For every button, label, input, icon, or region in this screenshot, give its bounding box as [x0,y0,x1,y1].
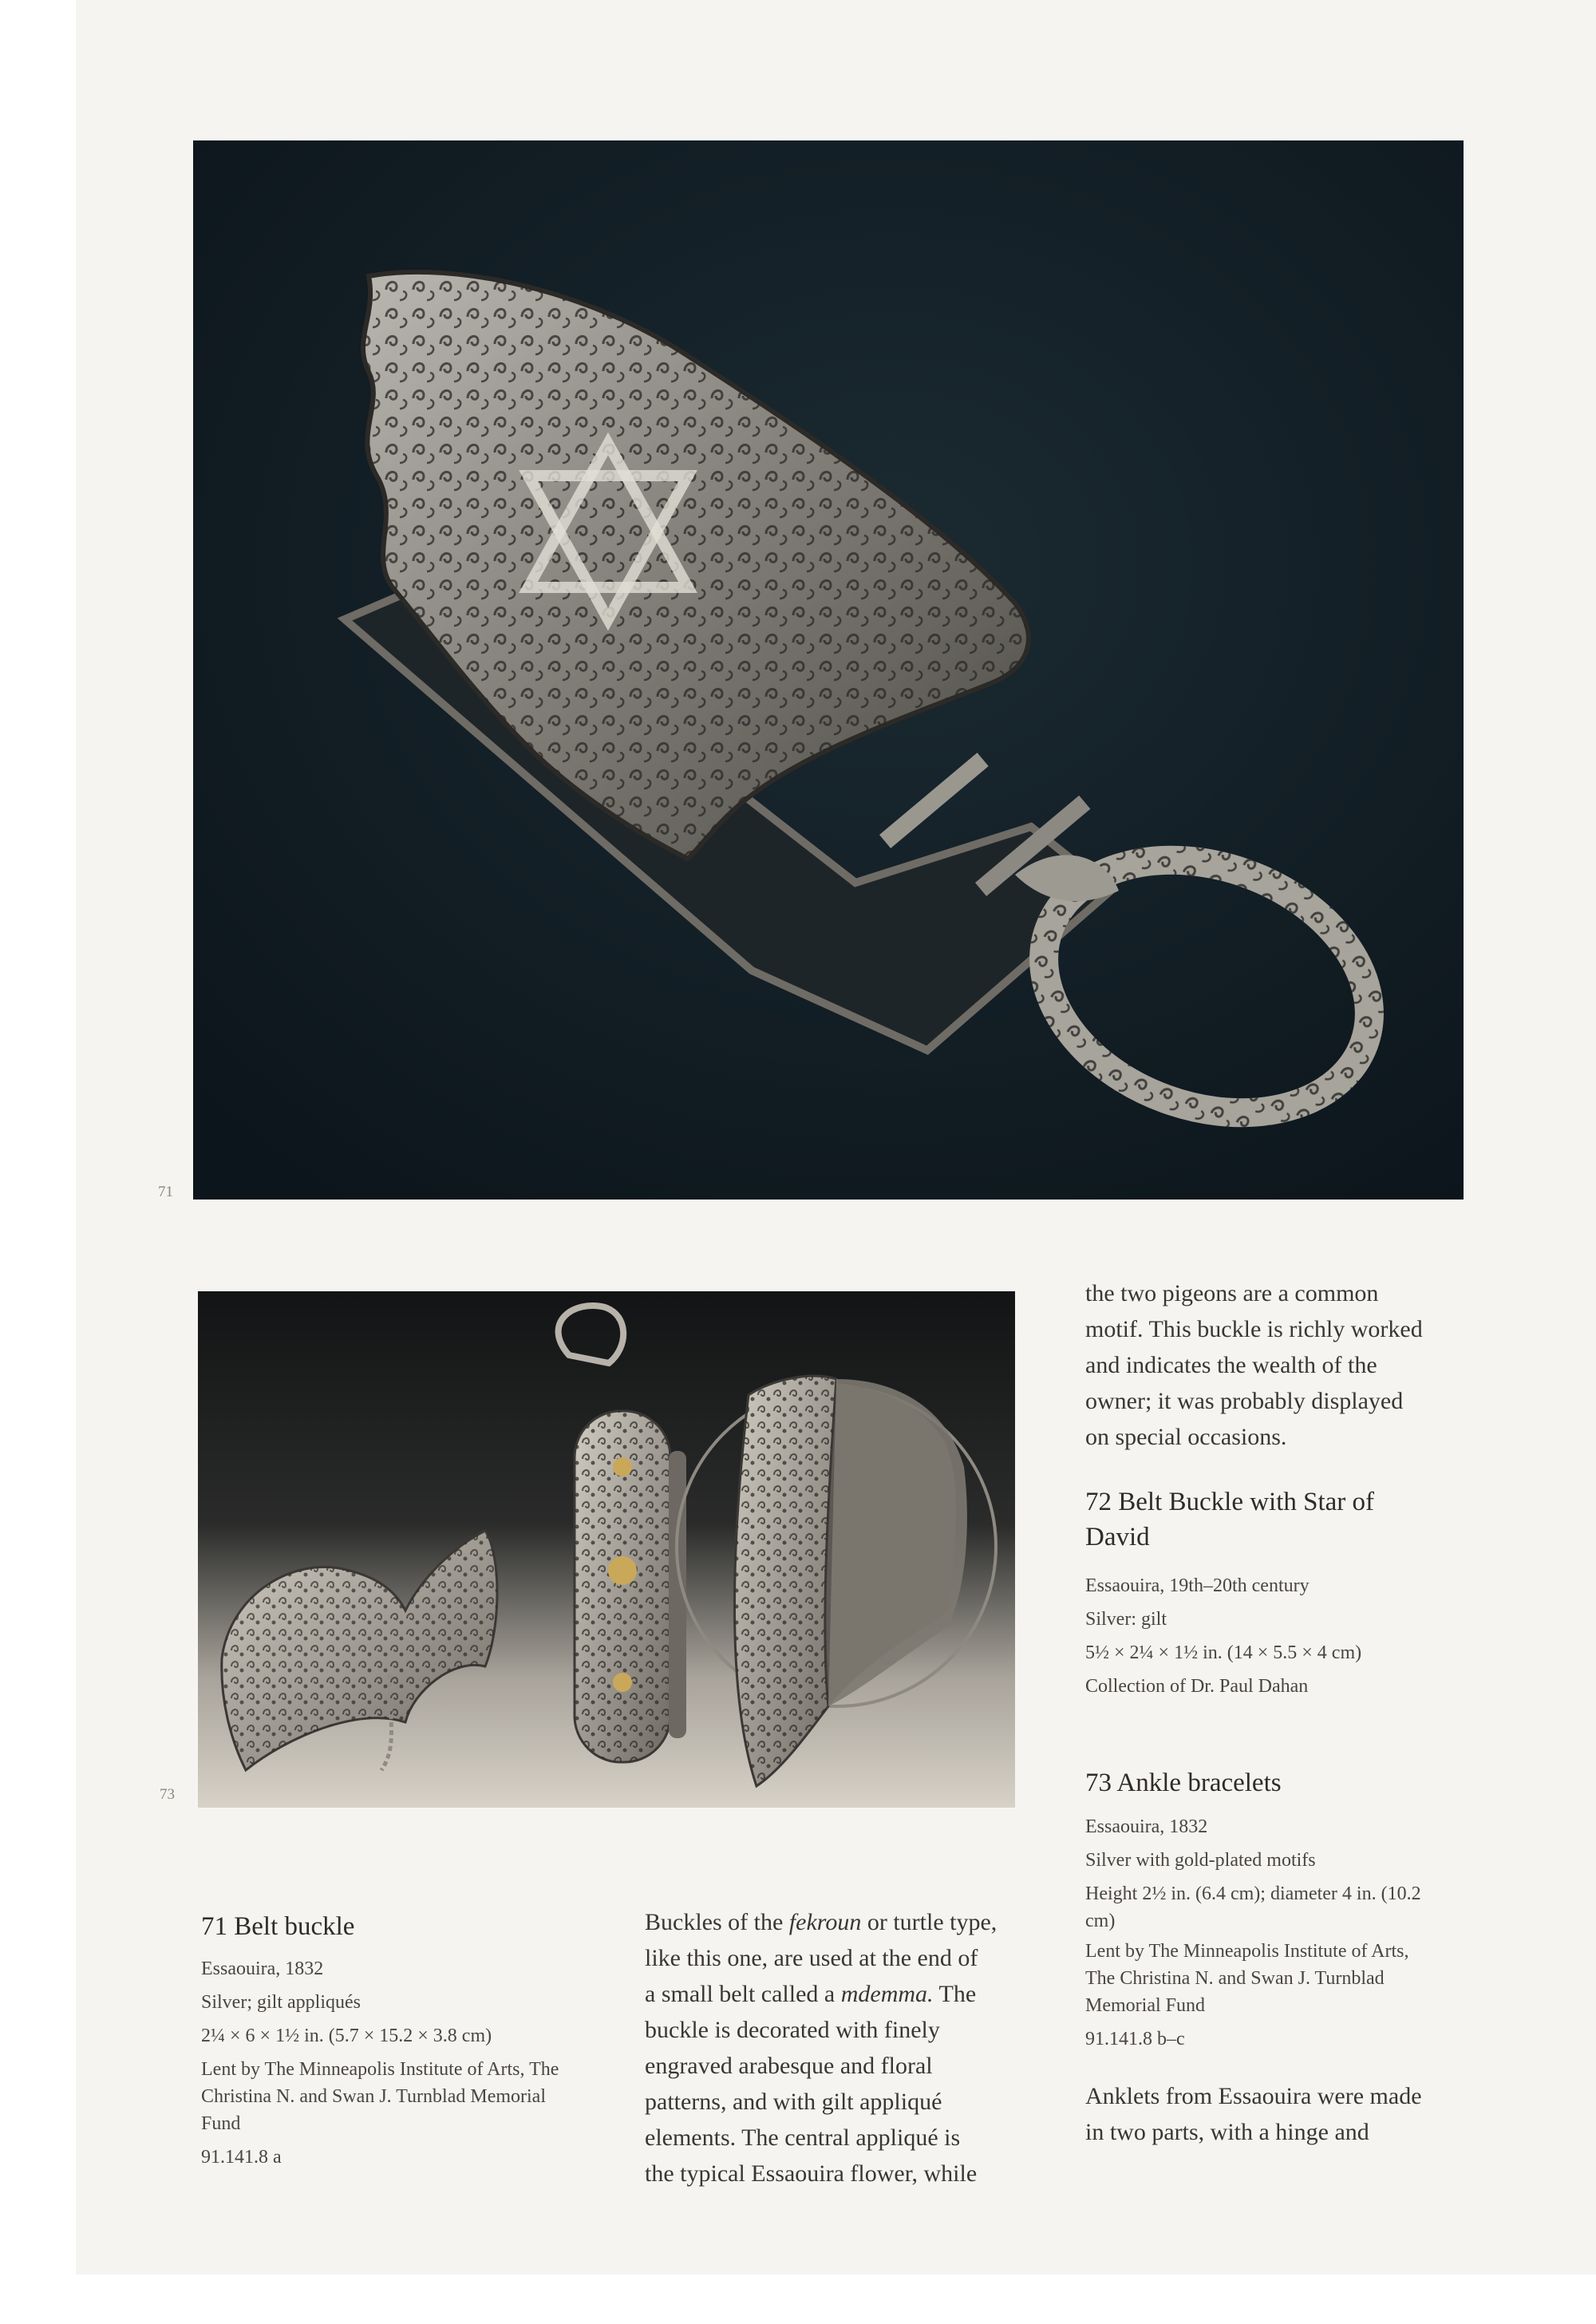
entry-72-heading: 72 Belt Buckle with Star of David [1085,1488,1375,1551]
text-line: Buckles of the fekroun or turtle type, [645,1909,998,1935]
entry-73-details [1085,1810,1428,2056]
text-line: buckle is decorated with finely [645,2017,940,2043]
text-line: on special occasions. [1085,1424,1287,1450]
entry-71-text-column-2 [645,1904,997,2192]
text-line: and indicates the wealth of the [1085,1352,1377,1378]
text-line: the two pigeons are a common [1085,1280,1379,1306]
entry-71-accession: 91.141.8 a [201,2147,282,2168]
entry-71-material: Silver; gilt appliqués [201,1992,361,2013]
entry-73-material: Silver with gold-plated motifs [1085,1850,1316,1871]
entry-73-credit: Lent by The Minneapolis Institute of Arts, The Christina N. and Swan J. Turnblad Memorial Fund [1085,1941,1409,2016]
entry-73-dimensions: Height 2½ in. (6.4 cm); diameter 4 in. (10.2 cm) [1085,1883,1421,1931]
entry-71-credit: Lent by The Minneapolis Institute of Arts, The Christina N. and Swan J. Turnblad Memorial Fund [201,2059,559,2134]
text-line: patterns, and with gilt appliqué [645,2089,942,2115]
entry-73-text [1085,2078,1422,2150]
entry-71-details [201,1952,576,2174]
entry-72-dimensions: 5½ × 2¼ × 1½ in. (14 × 5.5 × 4 cm) [1085,1642,1362,1663]
text-line: like this one, are used at the end of [645,1945,978,1971]
entry-73-place-date: Essaouira, 1832 [1085,1816,1208,1837]
entry-71-heading: 71 Belt buckle [201,1912,355,1941]
text-line: elements. The central appliqué is [645,2124,961,2151]
entry-72-credit: Collection of Dr. Paul Dahan [1085,1676,1309,1697]
entry-71-place-date: Essaouira, 1832 [201,1958,324,1979]
text-line: Anklets from Essaouira were made [1085,2083,1422,2109]
ankle-bracelets-photo [198,1291,1015,1808]
entry-73-accession: 91.141.8 b–c [1085,2029,1185,2049]
plate-number-71: 71 [158,1184,173,1200]
entry-72-material: Silver: gilt [1085,1609,1167,1630]
text-line: motif. This buckle is richly worked [1085,1316,1423,1342]
text-line: owner; it was probably displayed [1085,1388,1404,1414]
text-line: a small belt called a mdemma. The [645,1981,977,2007]
entry-72-place-date: Essaouira, 19th–20th century [1085,1575,1310,1596]
entry-71-dimensions: 2¼ × 6 × 1½ in. (5.7 × 15.2 × 3.8 cm) [201,2026,492,2046]
entry-73-heading: 73 Ankle bracelets [1085,1769,1282,1797]
text-line: in two parts, with a hinge and [1085,2119,1369,2145]
entry-71-text-column-3 [1085,1275,1423,1455]
text-line: engraved arabesque and floral [645,2053,933,2079]
text-line: the typical Essaouira flower, while [645,2160,978,2187]
plate-number-73: 73 [160,1786,175,1803]
entry-72-details [1085,1569,1484,1703]
belt-buckle-photo [193,140,1464,1200]
